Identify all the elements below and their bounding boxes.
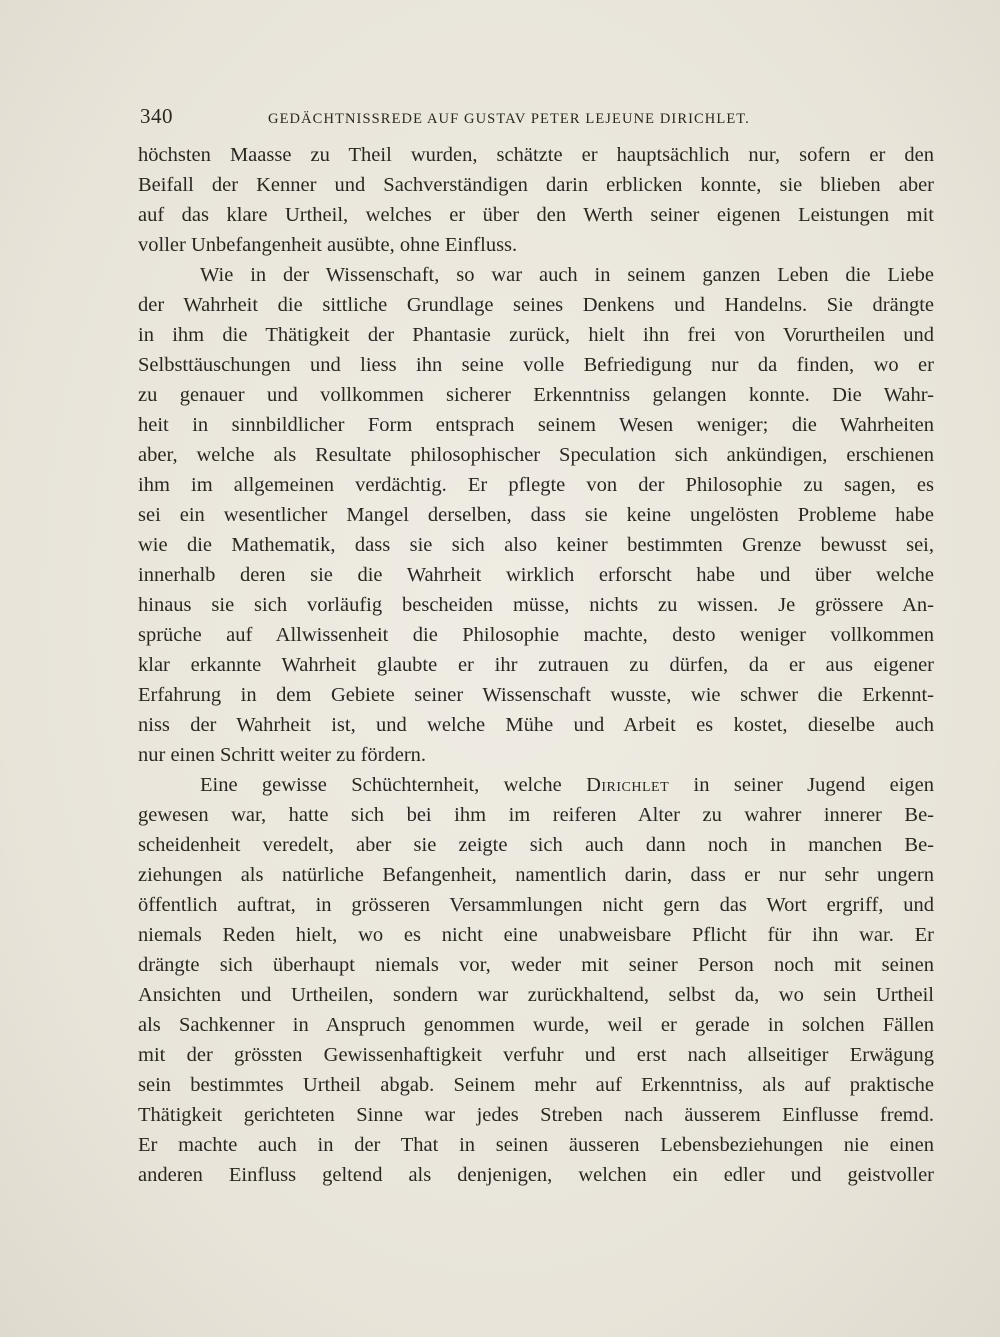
- text-line: aber, welche als Resultate philosophischer Speculation sich ankündigen, erschienen: [138, 444, 934, 466]
- text-line: scheidenheit veredelt, aber sie zeigte sich auch dann noch in manchen Be-: [138, 834, 934, 856]
- running-head: GEDÄCHTNISSREDE AUF GUSTAV PETER LEJEUNE DIRICHLET.: [268, 111, 750, 127]
- text-line: öffentlich auftrat, in grösseren Versammlungen nicht gern das Wort ergriff, und: [138, 894, 934, 916]
- text-line: gewesen war, hatte sich bei ihm im reiferen Alter zu wahrer innerer Be-: [138, 804, 934, 826]
- text-line: nur einen Schritt weiter zu fördern.: [138, 744, 427, 766]
- text-line: niemals Reden hielt, wo es nicht eine unabweisbare Pflicht für ihn war. Er: [138, 924, 934, 946]
- text-line: wie die Mathematik, dass sie sich also keiner bestimmten Grenze bewusst sei,: [138, 534, 934, 556]
- text-line: ziehungen als natürliche Befangenheit, namentlich darin, dass er nur sehr ungern: [138, 864, 934, 886]
- body-text: [138, 140, 934, 1190]
- text-line: hinaus sie sich vorläufig bescheiden müsse, nichts zu wissen. Je grössere An-: [138, 594, 934, 616]
- text-line: als Sachkenner in Anspruch genommen wurde, weil er gerade in solchen Fällen: [138, 1014, 934, 1036]
- text-line: anderen Einfluss geltend als denjenigen, welchen ein edler und geistvoller: [138, 1164, 934, 1186]
- text-line: sein bestimmtes Urtheil abgab. Seinem mehr auf Erkenntniss, als auf praktische: [138, 1074, 934, 1096]
- text-line: höchsten Maasse zu Theil wurden, schätzte er hauptsächlich nur, sofern er den: [138, 144, 934, 166]
- text-line: innerhalb deren sie die Wahrheit wirklich erforscht habe und über welche: [138, 564, 934, 586]
- text-line: klar erkannte Wahrheit glaubte er ihr zutrauen zu dürfen, da er aus eigener: [138, 654, 934, 676]
- page-number: 340: [140, 104, 173, 128]
- text-line: Er machte auch in der That in seinen äusseren Lebensbeziehungen nie einen: [138, 1134, 934, 1156]
- text-line: Thätigkeit gerichteten Sinne war jedes Streben nach äusserem Einflusse fremd.: [138, 1104, 934, 1126]
- text-line: voller Unbefangenheit ausübte, ohne Einfluss.: [138, 234, 518, 256]
- text-line: ihm im allgemeinen verdächtig. Er pflegte von der Philosophie zu sagen, es: [138, 474, 934, 496]
- text-line: sei ein wesentlicher Mangel derselben, dass sie keine ungelösten Probleme habe: [138, 504, 934, 526]
- name-small-caps: Dirichlet: [586, 774, 670, 796]
- text-line: Erfahrung in dem Gebiete seiner Wissenschaft wusste, wie schwer die Erkennt-: [138, 684, 934, 706]
- page-header: [140, 104, 935, 129]
- text-line: mit der grössten Gewissenhaftigkeit verfuhr und erst nach allseitiger Erwägung: [138, 1044, 934, 1066]
- text-line: Ansichten und Urtheilen, sondern war zurückhaltend, selbst da, wo sein Urtheil: [138, 984, 934, 1006]
- text-line: zu genauer und vollkommen sicherer Erkenntniss gelangen konnte. Die Wahr-: [138, 384, 934, 406]
- text-line: heit in sinnbildlicher Form entsprach seinem Wesen weniger; die Wahrheiten: [138, 414, 934, 436]
- text-line: niss der Wahrheit ist, und welche Mühe und Arbeit es kostet, dieselbe auch: [138, 714, 934, 736]
- text-line: Selbsttäuschungen und liess ihn seine volle Befriedigung nur da finden, wo er: [138, 354, 934, 376]
- text-line: in ihm die Thätigkeit der Phantasie zurück, hielt ihn frei von Vorurtheilen und: [138, 324, 934, 346]
- text-line: der Wahrheit die sittliche Grundlage seines Denkens und Handelns. Sie drängte: [138, 294, 934, 316]
- text-line: auf das klare Urtheil, welches er über den Werth seiner eigenen Leistungen mit: [138, 204, 934, 226]
- text-line: Wie in der Wissenschaft, so war auch in seinem ganzen Leben die Liebe: [200, 264, 934, 286]
- text-line: drängte sich überhaupt niemals vor, weder mit seiner Person noch mit seinen: [138, 954, 934, 976]
- text-line: Beifall der Kenner und Sachverständigen darin erblicken konnte, sie blieben aber: [138, 174, 934, 196]
- text-line: Eine gewisse Schüchternheit, welche Dirichlet in seiner Jugend eigen: [200, 774, 934, 796]
- text-line: sprüche auf Allwissenheit die Philosophie machte, desto weniger vollkommen: [138, 624, 934, 646]
